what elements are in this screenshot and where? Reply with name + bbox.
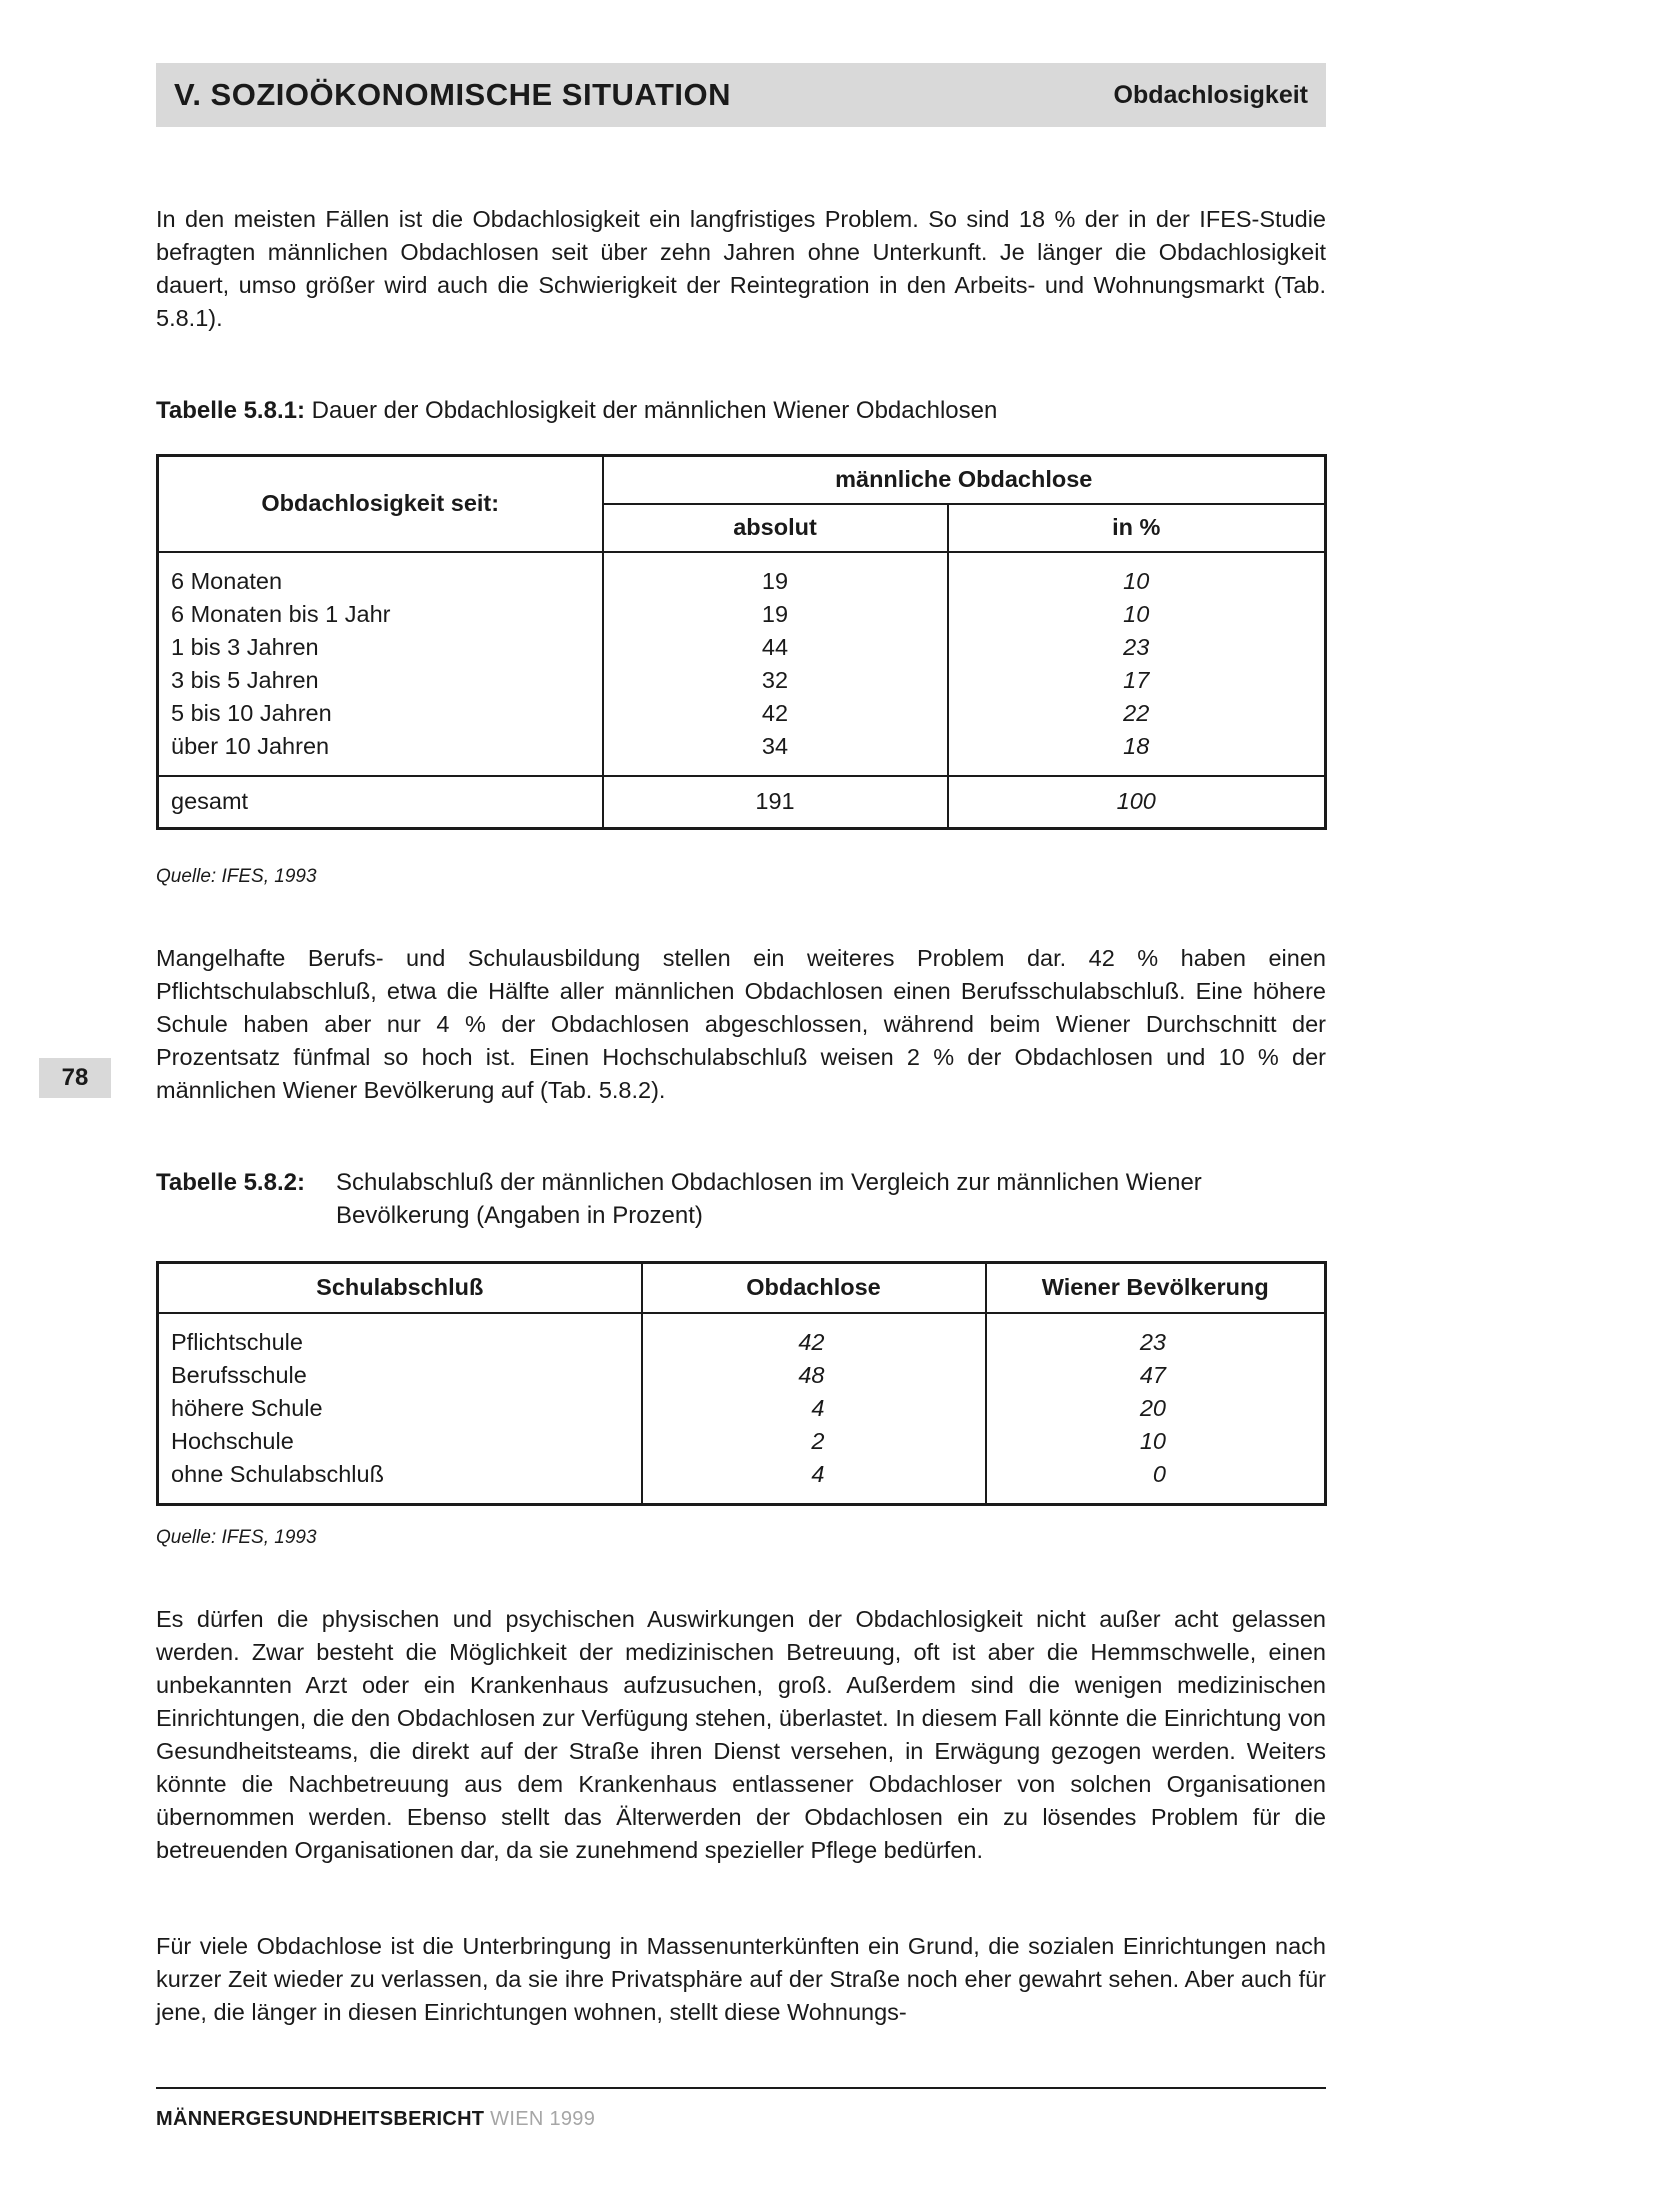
table-cell-percent: 22 bbox=[1123, 699, 1150, 726]
table1-source: Quelle: IFES, 1993 bbox=[156, 866, 317, 887]
table2-labels bbox=[158, 1313, 642, 1505]
table2-header-population: Wiener Bevölkerung bbox=[986, 1263, 1326, 1313]
table1-percent-values bbox=[948, 552, 1326, 776]
table1-header-percent: in % bbox=[948, 504, 1326, 552]
table-row-label: über 10 Jahren bbox=[171, 732, 330, 759]
table-cell-homeless: 4 bbox=[811, 1394, 825, 1421]
footer-title: MÄNNERGESUNDHEITSBERICHT bbox=[156, 2108, 485, 2130]
table-cell-homeless: 42 bbox=[798, 1328, 825, 1355]
table2-caption-text: Schulabschluß der männlichen Obdachlosen im Vergleich zur männlichen Wiener Bevölkerung (Angaben in Prozent) bbox=[336, 1169, 1202, 1229]
table1-caption bbox=[156, 394, 997, 427]
table1-absolute-values bbox=[603, 552, 948, 776]
table-cell-absolute: 19 bbox=[761, 600, 789, 627]
page-number: 78 bbox=[39, 1058, 111, 1098]
table1-header-group: männliche Obdachlose bbox=[603, 456, 1326, 504]
table-cell-percent: 18 bbox=[1123, 732, 1150, 759]
table-cell-population: 23 bbox=[1139, 1328, 1166, 1355]
table2-caption bbox=[156, 1166, 1326, 1232]
table1-header-duration: Obdachlosigkeit seit: bbox=[158, 456, 603, 552]
table-cell-absolute: 44 bbox=[761, 633, 789, 660]
table-cell-homeless: 4 bbox=[811, 1460, 825, 1487]
paragraph-education: Mangelhafte Berufs- und Schulausbildung stellen ein weiteres Problem dar. 42 % haben einen Pflichtschulabschluß, etwa die Hälfte aller männlichen Obdachlosen einen Berufsschulabschluß. Eine höhere Schule haben aber nur 4 % der Obdachlosen abgeschlossen, während beim Wiener Durchschnitt der Prozentsatz fünfmal so hoch ist. Einen Hochschulabschluß weisen 2 % der Obdachlosen und 10 % der männlichen Wiener Bevölkerung auf (Tab. 5.8.2). bbox=[156, 945, 1326, 1103]
table-cell-absolute: 19 bbox=[761, 567, 789, 594]
table-cell-population: 10 bbox=[1139, 1427, 1166, 1454]
table-row-label: 3 bis 5 Jahren bbox=[171, 666, 319, 693]
table-row-label: ohne Schulabschluß bbox=[171, 1460, 384, 1487]
section-title: V. SOZIOÖKONOMISCHE SITUATION bbox=[174, 77, 732, 112]
table-cell-homeless: 48 bbox=[798, 1361, 825, 1388]
table-education bbox=[156, 1261, 1327, 1506]
table2-homeless-values bbox=[642, 1313, 986, 1505]
table-cell-population: 0 bbox=[1152, 1460, 1166, 1487]
table-cell-absolute: 34 bbox=[761, 732, 789, 759]
table1-labels bbox=[158, 552, 603, 776]
table2-source: Quelle: IFES, 1993 bbox=[156, 1527, 317, 1548]
table-cell-population: 47 bbox=[1139, 1361, 1166, 1388]
table2-header-degree: Schulabschluß bbox=[158, 1263, 642, 1313]
table1-caption-label: Tabelle 5.8.1: bbox=[156, 397, 305, 424]
table-cell-percent: 10 bbox=[1123, 600, 1150, 627]
table-cell-absolute: 32 bbox=[761, 666, 789, 693]
table1-total-absolute: 191 bbox=[603, 776, 948, 829]
table1-header-absolute: absolut bbox=[603, 504, 948, 552]
table-row-label: höhere Schule bbox=[171, 1394, 323, 1421]
footer bbox=[156, 2108, 595, 2131]
footer-subtitle: WIEN 1999 bbox=[484, 2108, 596, 2130]
table-cell-percent: 17 bbox=[1123, 666, 1150, 693]
table-cell-population: 20 bbox=[1139, 1394, 1166, 1421]
table1-caption-text: Dauer der Obdachlosigkeit der männlichen Wiener Obdachlosen bbox=[304, 397, 998, 424]
table-row-label: 6 Monaten bis 1 Jahr bbox=[171, 600, 391, 627]
paragraph-intro: In den meisten Fällen ist die Obdachlosigkeit ein langfristiges Problem. So sind 18 % der in der IFES-Studie befragten männlichen Obdachlosen seit über zehn Jahren ohne Unterkunft. Je länger die Obdachlosigkeit dauert, umso größer wird auch die Schwierigkeit der Reintegration in den Arbeits- und Wohnungsmarkt (Tab. 5.8.1). bbox=[156, 206, 1326, 331]
table-cell-percent: 10 bbox=[1123, 567, 1150, 594]
table-row-label: Berufsschule bbox=[171, 1361, 307, 1388]
table-cell-absolute: 42 bbox=[761, 699, 789, 726]
table-row-label: 5 bis 10 Jahren bbox=[171, 699, 332, 726]
table1-total-percent: 100 bbox=[948, 776, 1326, 829]
table-duration bbox=[156, 454, 1327, 830]
table-cell-homeless: 2 bbox=[811, 1427, 825, 1454]
table2-caption-label: Tabelle 5.8.2: bbox=[156, 1169, 305, 1196]
paragraph-health: Es dürfen die physischen und psychischen Auswirkungen der Obdachlosigkeit nicht außer acht gelassen werden. Zwar besteht die Möglichkeit der medizinischen Betreuung, oft ist aber die Hemmschwelle, einen unbekannten Arzt oder ein Krankenhaus aufzusuchen, groß. Außerdem sind die wenigen medizinischen Einrichtungen, die den Obdachlosen zur Verfügung stehen, überlastet. In diesem Fall könnte die Einrichtung von Gesundheitsteams, die direkt auf der Straße ihren Dienst versehen, in Erwägung gezogen werden. Weiters könnte die Nachbetreuung aus dem Krankenhaus entlassener Obdachloser von solchen Organisationen übernommen werden. Ebenso stellt das Älterwerden der Obdachlosen ein zu lösendes Problem für die betreuenden Organisationen dar, da sie zunehmend spezieller Pflege bedürfen. bbox=[156, 1606, 1326, 1863]
section-topic: Obdachlosigkeit bbox=[1113, 80, 1308, 109]
footer-divider bbox=[156, 2087, 1326, 2089]
table-row-label: 1 bis 3 Jahren bbox=[171, 633, 319, 660]
table1-total-label: gesamt bbox=[158, 776, 603, 829]
table-row-label: 6 Monaten bbox=[171, 567, 283, 594]
section-header bbox=[156, 63, 1326, 127]
table-row-label: Pflichtschule bbox=[171, 1328, 303, 1355]
table-cell-percent: 23 bbox=[1123, 633, 1150, 660]
table2-header-homeless: Obdachlose bbox=[642, 1263, 986, 1313]
paragraph-housing: Für viele Obdachlose ist die Unterbringung in Massenunterkünften ein Grund, die sozialen Einrichtungen nach kurzer Zeit wieder zu verlassen, da sie ihre Privatsphäre auf der Straße noch eher gewahrt sehen. Aber auch für jene, die länger in diesen Einrichtungen wohnen, stellt diese Wohnungs- bbox=[156, 1933, 1326, 2025]
table-row-label: Hochschule bbox=[171, 1427, 294, 1454]
table2-population-values bbox=[986, 1313, 1326, 1505]
